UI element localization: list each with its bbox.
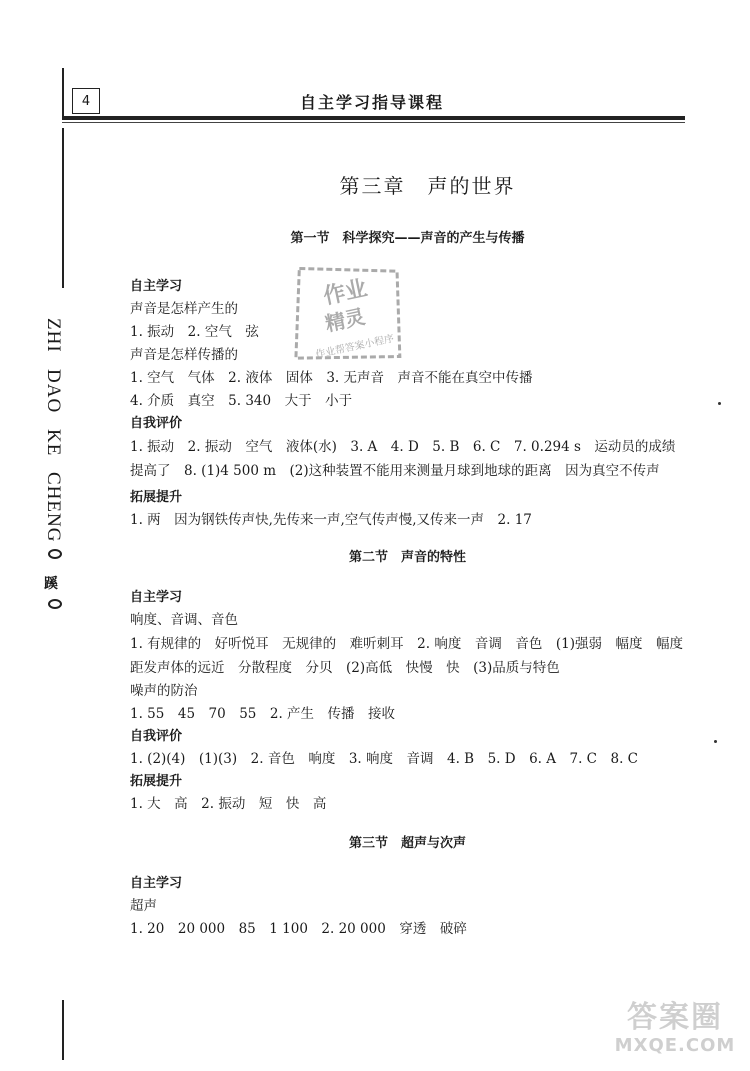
side-label-glyph: 蹊 bbox=[44, 576, 59, 592]
site-watermark bbox=[610, 1001, 740, 1061]
side-label-word: CHENG bbox=[43, 472, 64, 543]
sub-heading: 自主学习 bbox=[130, 590, 183, 605]
margin-line-top bbox=[62, 68, 64, 120]
stamp-text: 精灵 bbox=[323, 304, 368, 336]
answer-paragraph: 1. 有规律的 好听悦耳 无规律的 难听刺耳 2. 响度 音调 音色 (1)强弱 幅度 幅度 距发声体的远近 分散程度 分贝 (2)高低 快慢 快 (3)品质与特色 bbox=[130, 636, 697, 676]
margin-line-bottom bbox=[62, 128, 64, 288]
answer-line: 声音是怎样传播的 bbox=[130, 347, 238, 363]
main-content bbox=[130, 160, 697, 941]
sub-heading: 自我评价 bbox=[130, 416, 183, 431]
side-label-word: DAO bbox=[43, 368, 64, 413]
answer-line: 响度、音调、音色 bbox=[130, 612, 238, 628]
section-title: 第三节 超声与次声 bbox=[348, 836, 466, 851]
sub-heading: 自我评价 bbox=[130, 729, 183, 744]
chapter-title: 第三章 声的世界 bbox=[339, 174, 516, 198]
answer-line: 1. 大 高 2. 振动 短 快 高 bbox=[130, 796, 327, 812]
stamp-text: 作业 bbox=[321, 276, 370, 310]
scan-speck bbox=[714, 740, 717, 743]
section-title: 第二节 声音的特性 bbox=[348, 550, 466, 565]
margin-line-lower bbox=[62, 1000, 64, 1060]
answer-line: 1. (2)(4) (1)(3) 2. 音色 响度 3. 响度 音调 4. B 5. D 6. A 7. C 8. C bbox=[130, 751, 639, 767]
sub-heading: 拓展提升 bbox=[130, 774, 183, 789]
header-rule-thin bbox=[62, 122, 685, 123]
answer-line: 1. 20 20 000 85 1 100 2. 20 000 穿透 破碎 bbox=[130, 921, 467, 937]
stamp-text: 作业帮答案小程序 bbox=[314, 333, 396, 361]
answer-line: 1. 55 45 70 55 2. 产生 传播 接收 bbox=[130, 706, 396, 722]
answer-line: 超声 bbox=[130, 898, 157, 914]
scan-speck bbox=[718, 402, 721, 405]
bullet-dot-icon bbox=[48, 549, 62, 559]
side-label-word: KE bbox=[43, 428, 64, 457]
header-rule bbox=[62, 116, 685, 120]
answer-line: 1. 空气 气体 2. 液体 固体 3. 无声音 声音不能在真空中传播 bbox=[130, 370, 533, 386]
running-header-title: 自主学习指导课程 bbox=[300, 93, 445, 112]
answer-paragraph: 1. 振动 2. 振动 空气 液体(水) 3. A 4. D 5. B 6. C 7. 0.294 s 运动员的成绩提高了 8. (1)4 500 m (2)这种装置不能用来测量月球到地球的距离 因为真空不传声 bbox=[130, 439, 676, 479]
answer-line: 1. 两 因为钢铁传声快,先传来一声,空气传声慢,又传来一声 2. 17 bbox=[130, 512, 532, 528]
side-label-word: ZHI bbox=[43, 318, 64, 353]
watermark-logo-text: 答案圈 bbox=[627, 1000, 723, 1035]
sub-heading: 拓展提升 bbox=[130, 490, 183, 505]
answer-line: 4. 介质 真空 5. 340 大于 小于 bbox=[130, 393, 353, 409]
bullet-dot-icon bbox=[48, 599, 62, 609]
page-number: 4 bbox=[72, 88, 100, 114]
sub-heading: 自主学习 bbox=[130, 279, 183, 294]
side-label bbox=[42, 318, 78, 623]
answer-line: 1. 振动 2. 空气 弦 bbox=[130, 324, 259, 340]
watermark-domain: MXQE.COM bbox=[614, 1035, 736, 1056]
section-title: 第一节 科学探究——声音的产生与传播 bbox=[290, 231, 525, 246]
answer-line: 噪声的防治 bbox=[130, 683, 198, 699]
sub-heading: 自主学习 bbox=[130, 876, 183, 891]
answer-line: 声音是怎样产生的 bbox=[130, 301, 238, 317]
